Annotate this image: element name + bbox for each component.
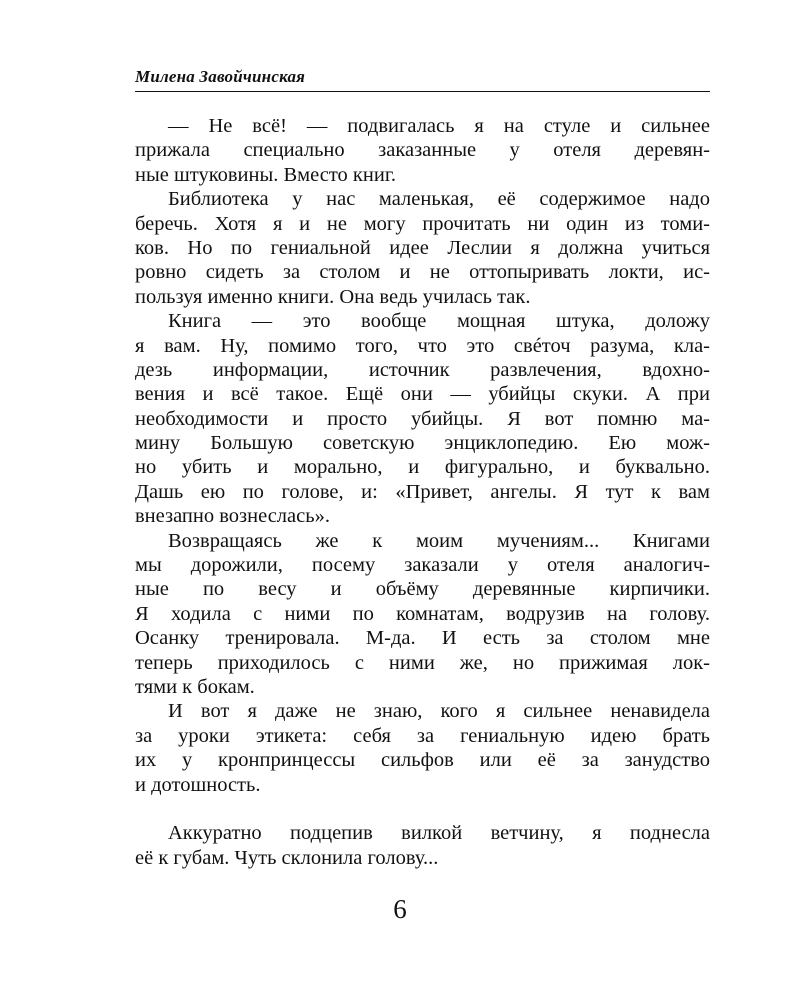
text-line: Дашь ею по голове, и: «Привет, ангелы. Я тут к вам	[135, 480, 710, 503]
text-line: Возвращаясь же к моим мучениям... Книгами	[168, 529, 710, 552]
text-line: пользуя именно книги. Она ведь училась так.	[135, 285, 531, 308]
text-line: Библиотека у нас маленькая, её содержимое надо	[168, 188, 710, 211]
body-text	[135, 114, 710, 870]
author-name: Милена Завойчинская	[135, 67, 306, 86]
page-number: 6	[393, 894, 407, 924]
text-line: необходимости и просто убийцы. Я вот помню ма-	[135, 407, 710, 430]
text-line: мы дорожили, посему заказали у отеля аналогич-	[135, 554, 710, 577]
text-line: тями к бокам.	[135, 675, 255, 698]
section-break	[135, 797, 710, 821]
text-line: — Не всё! — подвигалась я на стуле и сильнее	[168, 115, 710, 137]
text-line: Осанку тренировала. М-да. И есть за столом мне	[135, 627, 710, 650]
text-line: ные по весу и объёму деревянные кирпичики.	[135, 578, 710, 601]
text-line: ков. Но по гениальной идее Леслии я должна учиться	[135, 236, 710, 259]
text-line: И вот я даже не знаю, кого я сильнее ненавидела	[168, 700, 710, 723]
header-rule	[135, 91, 710, 92]
text-line: но убить и морально, и фигурально, и буквально.	[135, 456, 710, 479]
text-line: дезь информации, источник развлечения, вдохно-	[135, 358, 710, 381]
text-line: ные штуковины. Вместо книг.	[135, 163, 397, 186]
text-line: их у кронпринцессы сильфов или её за занудство	[135, 749, 710, 772]
text-line: Я ходила с ними по комнатам, водрузив на голову.	[135, 602, 710, 625]
text-line: и дотошность.	[135, 773, 261, 796]
running-header	[135, 66, 710, 92]
text-line: за уроки этикета: себя за гениальную идею брать	[135, 724, 710, 747]
text-line: её к губам. Чуть склонила голову...	[135, 846, 439, 869]
text-line: мину Большую советскую энциклопедию. Ею мож-	[135, 432, 710, 455]
text-line: Аккуратно подцепив вилкой ветчину, я поднесла	[168, 822, 710, 845]
text-line: я вам. Ну, помимо того, что это свéточ разума, кла-	[135, 334, 710, 357]
text-line: прижала специально заказанные у отеля деревян-	[135, 139, 710, 162]
text-line: ровно сидеть за столом и не оттопыривать локти, ис-	[135, 261, 710, 284]
text-line: беречь. Хотя я и не могу прочитать ни один из томи-	[135, 212, 710, 235]
text-line: Книга — это вообще мощная штука, доложу	[168, 310, 710, 333]
text-line: теперь приходилось с ними же, но прижимая лок-	[135, 651, 710, 674]
text-line: внезапно вознеслась».	[135, 505, 330, 528]
text-line: вения и всё такое. Ещё они — убийцы скуки. А при	[135, 383, 710, 406]
